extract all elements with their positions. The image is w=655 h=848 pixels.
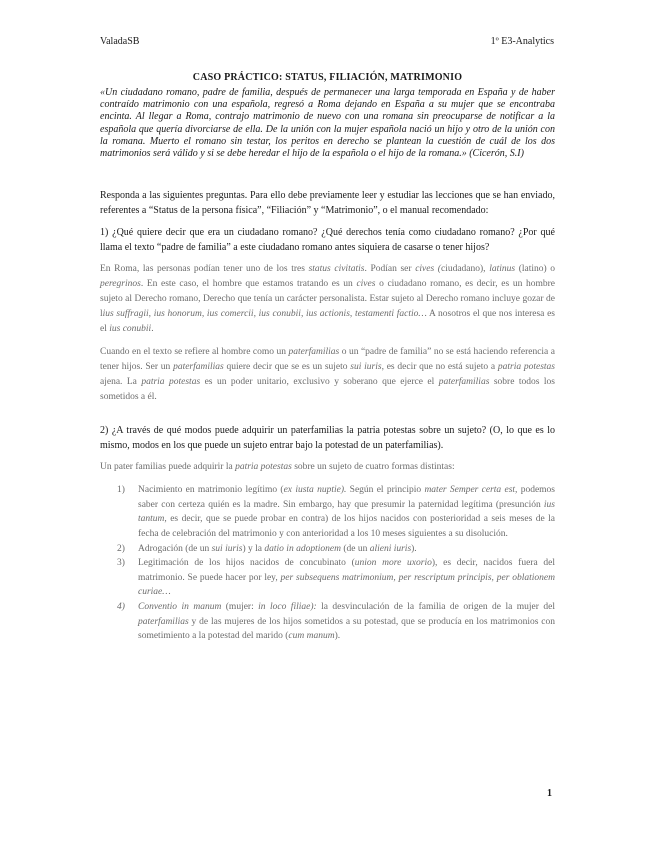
list-number: 3) — [117, 558, 125, 569]
italic-term: patria potestas — [497, 362, 555, 373]
italic-term: cives ( — [415, 264, 441, 275]
list-number: 2) — [117, 543, 125, 554]
text-run: es un poder unitario, exclusivo y soberano que ejerce el — [200, 377, 439, 388]
italic-term: cives — [356, 279, 376, 290]
page-title: CASO PRÁCTICO: STATUS, FILIACIÓN, MATRIMONIO — [192, 72, 463, 83]
italic-term: ius conubii — [109, 324, 152, 335]
list-item — [100, 600, 555, 644]
text-run: En Roma, las personas podían tener uno de los tres — [100, 264, 309, 275]
text-run: (mujer: — [221, 601, 259, 612]
italic-term: ius suffragii, ius honorum, ius comercii, ius conubii, ius actionis, testamenti factio… — [102, 309, 427, 320]
answer-1-paragraph-1 — [100, 262, 555, 337]
italic-term: union more uxorio — [354, 558, 432, 569]
text-run: podemos saber con certeza quién es la madre. Sin embargo, hay que presumir la paternidad legítima (presunción — [138, 485, 555, 510]
italic-term: paterfamilias — [173, 362, 224, 373]
text-run: y de las mujeres de los hijos sometidos a su potestad, que se producía en los matrimonios con sometimiento a la potestad del marido ( — [138, 616, 555, 642]
answer-2-list — [100, 483, 555, 644]
text-run: Un pater familias puede adquirir la — [100, 462, 236, 473]
italic-term: per subsequens matrimonium, per rescriptum principis, per oblationem curiae… — [138, 572, 555, 598]
text-run: (latino) o — [515, 264, 556, 275]
text-run: . — [151, 324, 154, 335]
italic-term: ex iusta nuptie). — [283, 485, 347, 496]
list-number: 1) — [117, 485, 125, 496]
text-run: sobre todos los sometidos a él. — [100, 377, 555, 403]
text-run: . En este caso, el hombre que estamos tratando es un — [140, 279, 357, 290]
text-run: ajena. La — [100, 377, 142, 388]
text-run: , es decir que no está sujeto a — [381, 362, 498, 373]
italic-term: latinus — [489, 264, 516, 275]
italic-term: patria potestas — [235, 462, 292, 473]
text-run: o ciudadano romano, es decir, es un hombre sujeto al Derecho romano, Derecho que tenía un carácter personalista. Estar sujeto al Derecho romano incluye gozar de l — [100, 279, 555, 320]
document-body — [100, 72, 555, 644]
text-run: ) y la — [242, 543, 265, 554]
list-item — [100, 556, 555, 600]
header-course: 1º E3-Analytics — [490, 36, 554, 47]
text-run: Legitimación de los hijos nacidos de concubinato ( — [138, 558, 355, 569]
question-1: 1) ¿Qué quiere decir que era un ciudadano romano? ¿Qué derechos tenía como ciudadano romano? ¿Por qué llama el texto “padre de familia” a este ciudadano romano antes siquiera de casarse o tener hijos? — [100, 227, 555, 254]
instructions: Responda a las siguientes preguntas. Para ello debe previamente leer y estudiar las lecciones que se han enviado, referentes a “Status de la persona física”, “Filiación” y “Matrimonio”, o el manual recomendado: — [100, 190, 555, 217]
list-item — [100, 542, 555, 557]
text-run: la desvinculación de la familia de origen de la mujer del — [316, 601, 555, 612]
text-run: quiere decir que se es un sujeto — [223, 362, 351, 373]
text-run: ). — [411, 543, 417, 554]
header-author: ValadaSB — [100, 36, 140, 47]
text-run: Cuando en el texto se refiere al hombre como un — [100, 347, 289, 358]
italic-term: mater Semper certa est, — [424, 485, 518, 496]
text-run: sobre un sujeto de cuatro formas distintas: — [291, 462, 455, 473]
italic-term: status civitatis — [308, 264, 365, 275]
italic-term: Conventio in manum — [138, 601, 222, 612]
italic-term: sui iuris — [350, 362, 382, 373]
italic-term: sui iuris — [211, 543, 243, 554]
answer-2-intro — [100, 460, 555, 475]
page-number: 1 — [547, 788, 552, 799]
text-run: ciudadano), — [440, 264, 490, 275]
text-run: , es decir, que se puede probar en contra) de los hijos nacidos con posterioridad a seis meses de la fecha de celebración del matrimonio y con anterioridad a los 10 meses siguientes a su disolución. — [138, 514, 555, 539]
answer-1-paragraph-2 — [100, 345, 555, 405]
text-run: A nosotros el que nos interesa es el — [100, 309, 555, 335]
italic-term: paterfamilias — [438, 377, 490, 388]
italic-term: alieni iuris — [369, 543, 412, 554]
italic-term: ius tantum — [138, 499, 555, 525]
text-run: . Podían ser — [364, 264, 416, 275]
italic-term: paterfamilias — [138, 616, 189, 627]
list-number: 4) — [117, 601, 125, 612]
italic-term: cum manum — [288, 631, 335, 642]
italic-term: paterfamilias — [288, 347, 340, 358]
text-run: o un “padre de familia” no se está haciendo referencia a tener hijos. Ser un — [100, 347, 555, 373]
question-2: 2) ¿A través de qué modos puede adquirir un paterfamilias la patria potestas sobre un sujeto? (O, lo que es lo mismo, modos en los que puede un sujeto entrar bajo la potestad de un paterfamilias). — [100, 425, 555, 452]
text-run: Adrogación (de un — [138, 543, 212, 554]
list-item — [100, 483, 555, 541]
text-run: Según el principio — [346, 485, 425, 496]
italic-term: patria potestas — [141, 377, 201, 388]
case-quote: «Un ciudadano romano, padre de familia, después de permanecer una larga temporada en España y de haber contraído matrimonio con una española, regresó a Roma dejando en España a su mujer que se encontraba encinta. Al llegar a Roma, contrajo matrimonio de nuevo con una romana sin preocuparse de notificar a la española que quería divorciarse de ella. De la unión con la mujer española nació un hijo y otro de la unión con la romana. Muerto el romano sin testar, los peritos en derecho se plantean la cuestión de cuál de los dos matrimonios será válido y si se debe heredar el hijo de la española o el hijo de la romana.» (Cicerón, S.I) — [100, 87, 555, 160]
italic-term: in loco filiae): — [258, 601, 317, 612]
text-run: ). — [334, 631, 341, 642]
text-run: (de un — [340, 543, 370, 554]
text-run: ), es decir, nacidos fuera del matrimonio. Se puede hacer por ley, — [138, 558, 555, 583]
text-run: Nacimiento en matrimonio legítimo ( — [138, 485, 284, 496]
italic-term: datio in adoptionem — [264, 543, 341, 554]
italic-term: peregrinos — [100, 279, 141, 290]
